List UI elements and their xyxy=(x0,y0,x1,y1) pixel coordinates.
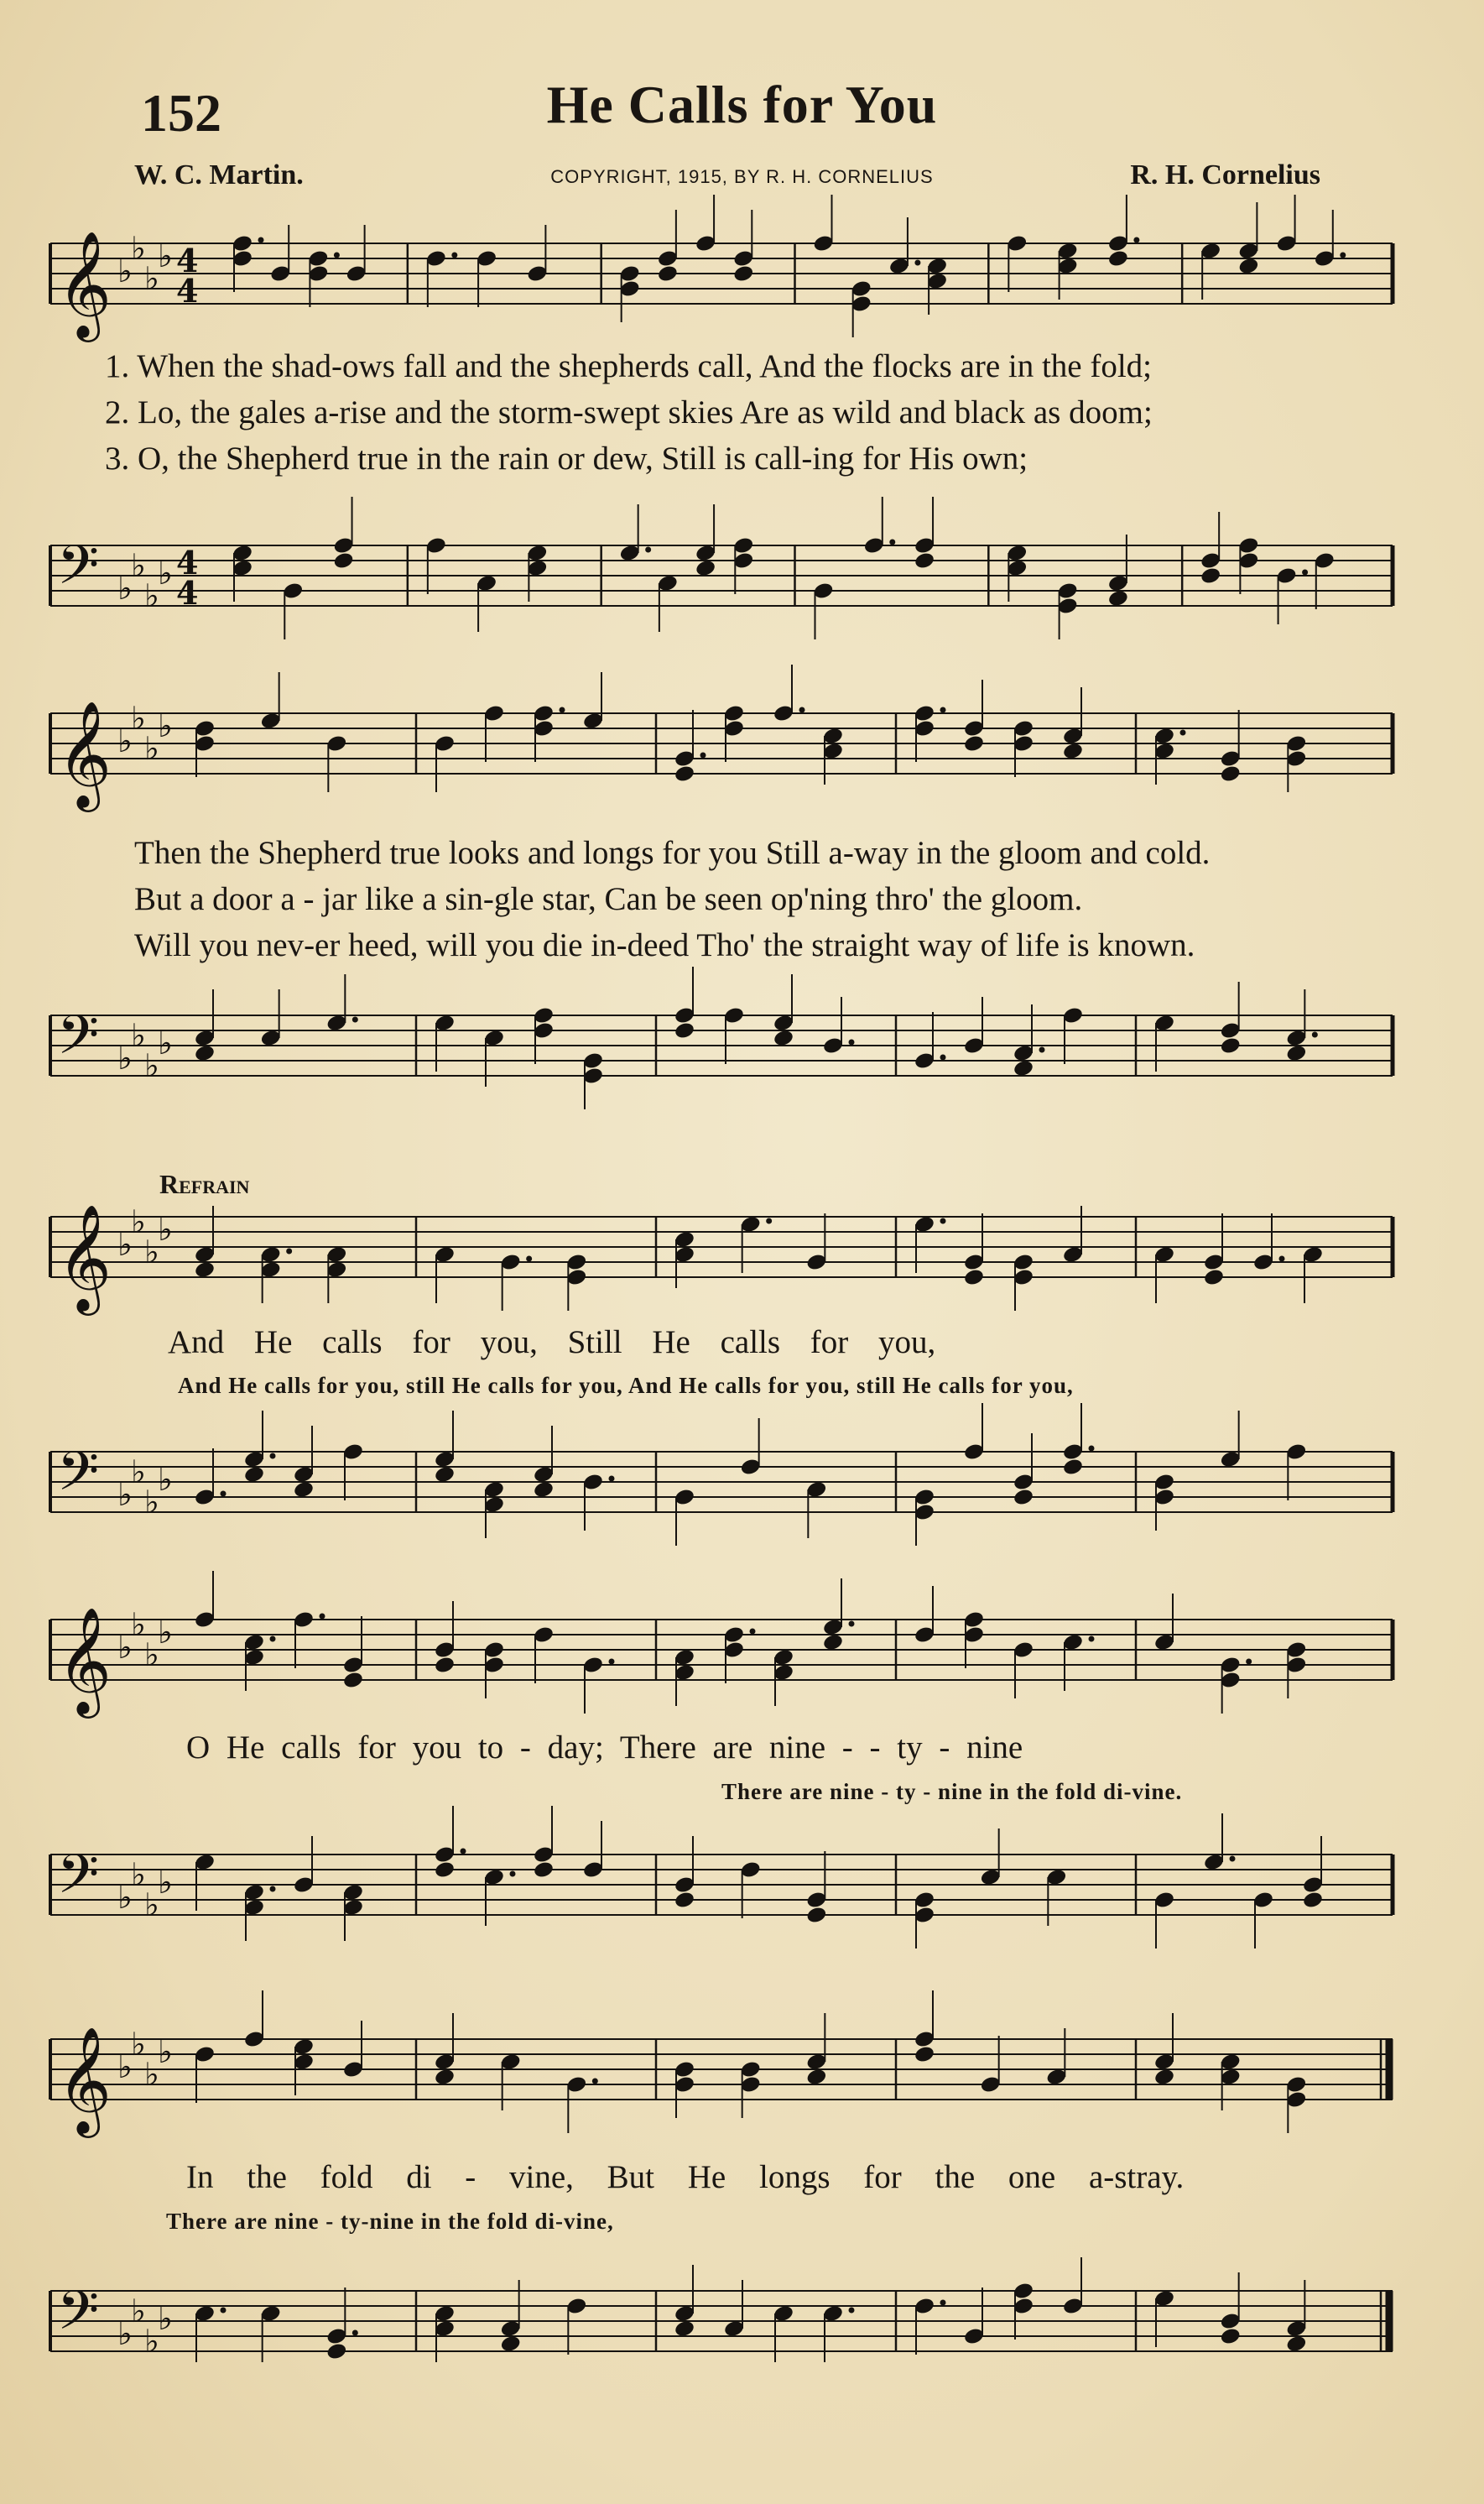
flat-icon: ♭ xyxy=(117,1879,133,1916)
flat-icon: ♭ xyxy=(158,1025,173,1062)
note-head xyxy=(1220,764,1242,784)
hymn-header xyxy=(0,69,1484,144)
verse-1-line-2: Then the Shepherd true looks and longs for you Still a-way in the gloom and cold. xyxy=(134,835,1211,871)
note-head xyxy=(434,1860,456,1880)
treble-clef-icon: 𝄞 xyxy=(57,700,112,807)
note-head xyxy=(963,734,985,754)
flat-icon: ♭ xyxy=(158,1211,173,1248)
flat-icon: ♭ xyxy=(158,555,173,592)
time-signature: 4 xyxy=(176,544,199,582)
note-head xyxy=(1285,2334,1307,2354)
note-head xyxy=(1107,589,1129,608)
note-head xyxy=(533,1480,555,1500)
flat-icon: ♭ xyxy=(144,1484,159,1521)
note-head xyxy=(243,1465,265,1484)
flat-icon: ♭ xyxy=(117,1226,133,1263)
staff-bass-1 xyxy=(34,520,1401,638)
lyricist-credit: W. C. Martin. xyxy=(134,159,304,190)
flat-icon: ♭ xyxy=(131,1017,146,1054)
treble-clef-icon: 𝄞 xyxy=(57,1203,112,1311)
note-head xyxy=(1062,1458,1084,1477)
verse-3-line-2: Will you nev-er heed, will you die in-deed Tho' the straight way of life is known. xyxy=(134,927,1195,963)
note-head xyxy=(657,264,679,284)
note-head xyxy=(805,2068,827,2087)
flat-icon: ♭ xyxy=(144,577,159,614)
refrain-line-2-main: O He calls for you to - day; There are nine - - ty - nine xyxy=(186,1729,1023,1766)
note-head xyxy=(194,1044,216,1063)
flat-icon: ♭ xyxy=(131,1606,146,1643)
verse-2-line-2: But a door a - jar like a sin-gle star, Can be seen op'ning thro' the gloom. xyxy=(134,881,1083,917)
flat-icon: ♭ xyxy=(131,1453,146,1490)
note-head xyxy=(1237,257,1259,276)
note-head xyxy=(342,1671,364,1690)
verse-2-line-1: 2. Lo, the gales a-rise and the storm-swept skies Are as wild and black as doom; xyxy=(105,394,1153,430)
note-head xyxy=(674,764,695,784)
flat-icon: ♭ xyxy=(117,2315,133,2352)
note-head xyxy=(1285,1044,1307,1063)
flat-icon: ♭ xyxy=(144,1047,159,1084)
staff-bass-5 xyxy=(34,2266,1401,2383)
note-head xyxy=(1107,249,1129,269)
note-head xyxy=(293,1480,315,1500)
copyright-notice: COPYRIGHT, 1915, BY R. H. CORNELIUS xyxy=(550,166,934,187)
flat-icon: ♭ xyxy=(117,570,133,607)
note-head xyxy=(963,1268,985,1287)
hymn-number: 152 xyxy=(141,83,221,143)
composer-credit: R. H. Cornelius xyxy=(1130,159,1320,190)
staff-treble-3 xyxy=(34,1192,1401,1309)
flat-icon: ♭ xyxy=(131,1856,146,1893)
refrain-line-3-echo: There are nine - ty-nine in the fold di-vine, xyxy=(166,2209,614,2234)
flat-icon: ♭ xyxy=(158,237,173,274)
flat-icon: ♭ xyxy=(131,2026,146,2063)
flat-icon: ♭ xyxy=(158,1614,173,1651)
credits-line xyxy=(0,159,1484,193)
note-head xyxy=(533,1860,555,1880)
flat-icon: ♭ xyxy=(158,707,173,744)
flat-icon: ♭ xyxy=(144,260,159,297)
note-head xyxy=(332,551,354,571)
note-head xyxy=(1200,566,1221,586)
staff-bass-4 xyxy=(34,1829,1401,1947)
note-head xyxy=(500,2334,522,2354)
refrain-line-1-main: And He calls for you, Still He calls for you, xyxy=(168,1324,936,1360)
note-head xyxy=(434,2068,456,2087)
note-head xyxy=(1220,1036,1242,1056)
note-head xyxy=(914,551,935,571)
note-head xyxy=(822,1633,844,1652)
flat-icon: ♭ xyxy=(131,547,146,584)
staff-treble-5 xyxy=(34,2014,1401,2131)
flat-icon: ♭ xyxy=(117,1476,133,1513)
verse-3-line-1: 3. O, the Shepherd true in the rain or dew, Still is call-ing for His own; xyxy=(105,441,1028,477)
flat-icon: ♭ xyxy=(117,2048,133,2085)
note-head xyxy=(1220,2327,1242,2346)
flat-icon: ♭ xyxy=(158,1864,173,1901)
flat-icon: ♭ xyxy=(131,700,146,737)
note-head xyxy=(1013,1488,1034,1507)
note-head xyxy=(434,1465,456,1484)
treble-clef-icon: 𝄞 xyxy=(57,1606,112,1714)
note-head xyxy=(1203,1268,1225,1287)
bass-clef-icon: 𝄢 xyxy=(57,1441,100,1516)
staff-bass-2 xyxy=(34,990,1401,1108)
flat-icon: ♭ xyxy=(144,1636,159,1673)
note-head xyxy=(194,1260,216,1280)
flat-icon: ♭ xyxy=(131,230,146,267)
note-head xyxy=(325,2342,347,2361)
flat-icon: ♭ xyxy=(144,2323,159,2360)
flat-icon: ♭ xyxy=(117,253,133,290)
note-head xyxy=(805,1906,827,1925)
note-head xyxy=(674,1021,695,1041)
staff-treble-1 xyxy=(34,218,1401,336)
note-head xyxy=(1062,742,1084,761)
time-signature: 4 xyxy=(176,242,199,279)
flat-icon: ♭ xyxy=(144,730,159,767)
staff-treble-2 xyxy=(34,688,1401,806)
note-head xyxy=(1153,2068,1175,2087)
treble-clef-icon: 𝄞 xyxy=(57,2026,112,2133)
verse-1-line-1: 1. When the shad-ows fall and the shepherds call, And the flocks are in the fold; xyxy=(105,348,1153,384)
note-head xyxy=(914,2045,935,2064)
note-head xyxy=(695,559,716,578)
flat-icon: ♭ xyxy=(158,1461,173,1498)
bass-clef-icon: 𝄢 xyxy=(57,535,100,610)
note-head xyxy=(732,264,754,284)
flat-icon: ♭ xyxy=(144,2056,159,2093)
bass-clef-icon: 𝄢 xyxy=(57,2280,100,2355)
treble-clef-icon: 𝄞 xyxy=(57,230,112,337)
flat-icon: ♭ xyxy=(117,1040,133,1077)
note-head xyxy=(1013,1059,1034,1078)
bass-clef-icon: 𝄢 xyxy=(57,1004,100,1080)
hymn-title: He Calls for You xyxy=(546,75,938,134)
flat-icon: ♭ xyxy=(158,2300,173,2337)
note-head xyxy=(674,1891,695,1910)
flat-icon: ♭ xyxy=(144,1886,159,1923)
refrain-line-3-main: In the fold di - vine, But He longs for the one a-stray. xyxy=(186,2159,1185,2195)
flat-icon: ♭ xyxy=(117,723,133,759)
staff-bass-3 xyxy=(34,1427,1401,1544)
flat-icon: ♭ xyxy=(131,1203,146,1240)
note-head xyxy=(1302,1891,1324,1910)
flat-icon: ♭ xyxy=(117,1629,133,1666)
flat-icon: ♭ xyxy=(131,2293,146,2329)
note-head xyxy=(674,2319,695,2339)
refrain-line-1-echo: And He calls for you, still He calls for you, And He calls for you, still He calls for you, xyxy=(178,1373,1074,1398)
note-head xyxy=(773,1029,794,1048)
flat-icon: ♭ xyxy=(158,2033,173,2070)
time-signature: 4 xyxy=(176,272,199,310)
bass-clef-icon: 𝄢 xyxy=(57,1844,100,1919)
refrain-line-2-echo: There are nine - ty - nine in the fold di-vine. xyxy=(721,1779,1183,1804)
flat-icon: ♭ xyxy=(144,1234,159,1270)
time-signature: 4 xyxy=(176,574,199,612)
refrain-label: Refrain xyxy=(159,1169,250,1199)
note-head xyxy=(434,1656,456,1675)
staff-treble-4 xyxy=(34,1594,1401,1712)
